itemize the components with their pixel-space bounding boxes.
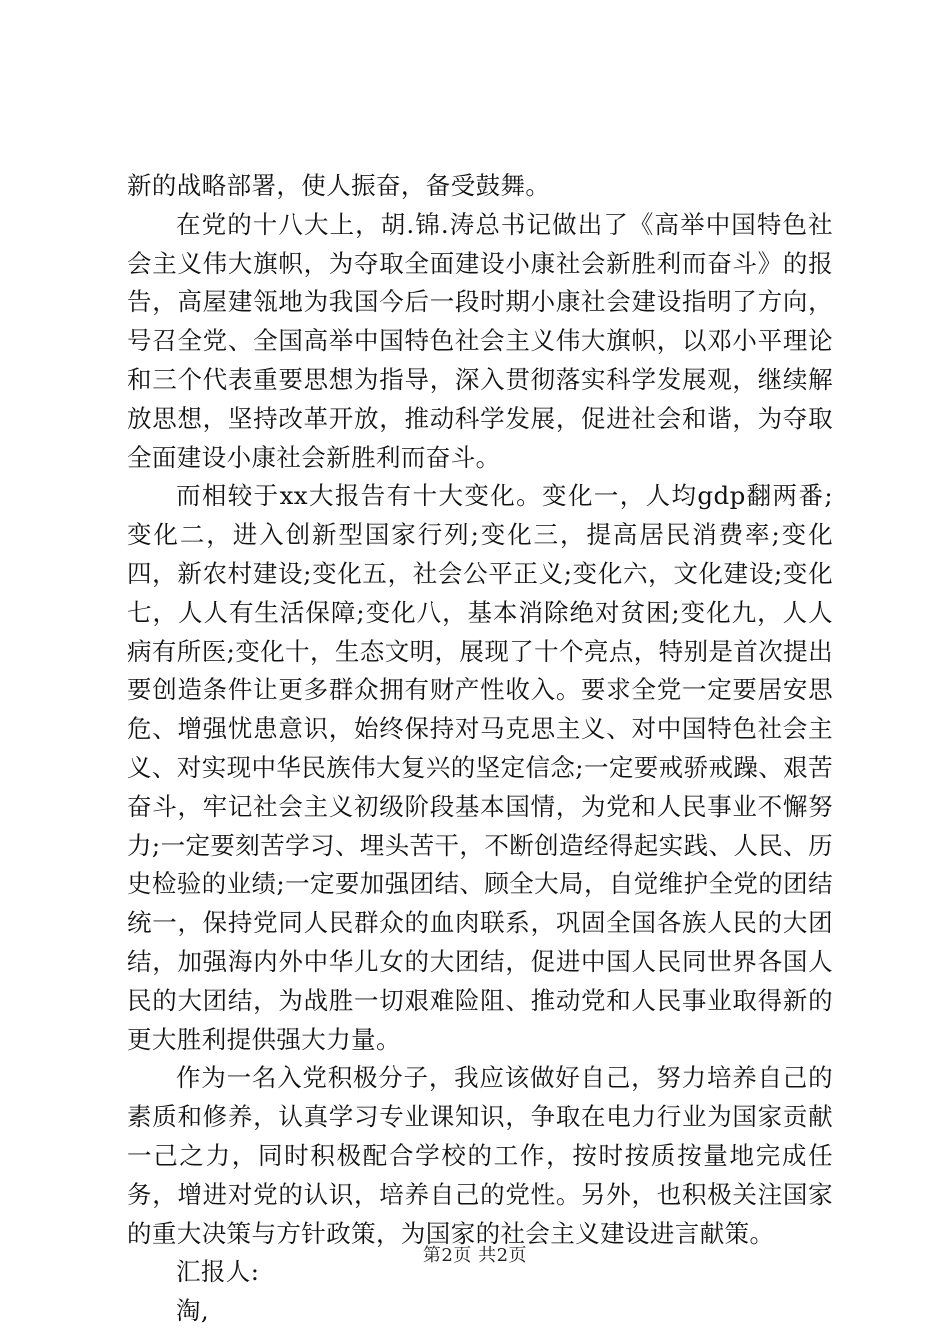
document-body [127, 167, 833, 1331]
paragraph-continuation: 新的战略部署，使人振奋，备受鼓舞。 [127, 171, 551, 200]
paragraph-ten-changes: 而相较于xx大报告有十大变化。变化一，人均gdp翻两番;变化二，进入创新型国家行列;变化三，提高居民消费率;变化四，新农村建设;变化五，社会公平正义;变化六，文化建设;变化七，人人有生活保障;变化八，基本消除绝对贫困;变化九，人人病有所医;变化十，生态文明，展现了十个亮点，特别是首次提出要创造条件让更多群众拥有财产性收入。要求全党一定要居安思危、增强忧患意识，始终保持对马克思主义、对中国特色社会主义、对实现中华民族伟大复兴的坚定信念;一定要戒骄戒躁、艰苦奋斗，牢记社会主义初级阶段基本国情，为党和人民事业不懈努力;一定要刻苦学习、埋头苦干，不断创造经得起实践、人民、历史检验的业绩;一定要加强团结、顾全大局，自觉维护全党的团结统一，保持党同人民群众的血肉联系，巩固全国各族人民的大团结，加强海内外中华儿女的大团结，促进中国人民同世界各国人民的大团结，为战胜一切艰难险阻、推动党和人民事业取得新的更大胜利提供强大力量。 [127, 481, 833, 1054]
paragraph-congress-report: 在党的十八大上，胡.锦.涛总书记做出了《高举中国特色社会主义伟大旗帜，为夺取全面建设小康社会新胜利而奋斗》的报告，高屋建瓴地为我国今后一段时期小康社会建设指明了方向，号召全党、全国高举中国特色社会主义伟大旗帜，以邓小平理论和三个代表重要思想为指导，深入贯彻落实科学发展观，继续解放思想，坚持改革开放，推动科学发展，促进社会和谐，为夺取全面建设小康社会新胜利而奋斗。 [127, 209, 833, 472]
signature-label: 汇报人: [176, 1257, 260, 1287]
page-number-footer: 第2页 共2页 [422, 1245, 528, 1266]
paragraph-personal-commitment: 作为一名入党积极分子，我应该做好自己，努力培养自己的素质和修养，认真学习专业课知识，争取在电力行业为国家贡献一己之力，同时积极配合学校的工作，按时按质按量地完成任务，增进对党的认识，培养自己的党性。另外，也积极关注国家的重大决策与方针政策，为国家的社会主义建设进言献策。 [127, 1063, 833, 1248]
signature-name: 淘, [176, 1296, 210, 1326]
